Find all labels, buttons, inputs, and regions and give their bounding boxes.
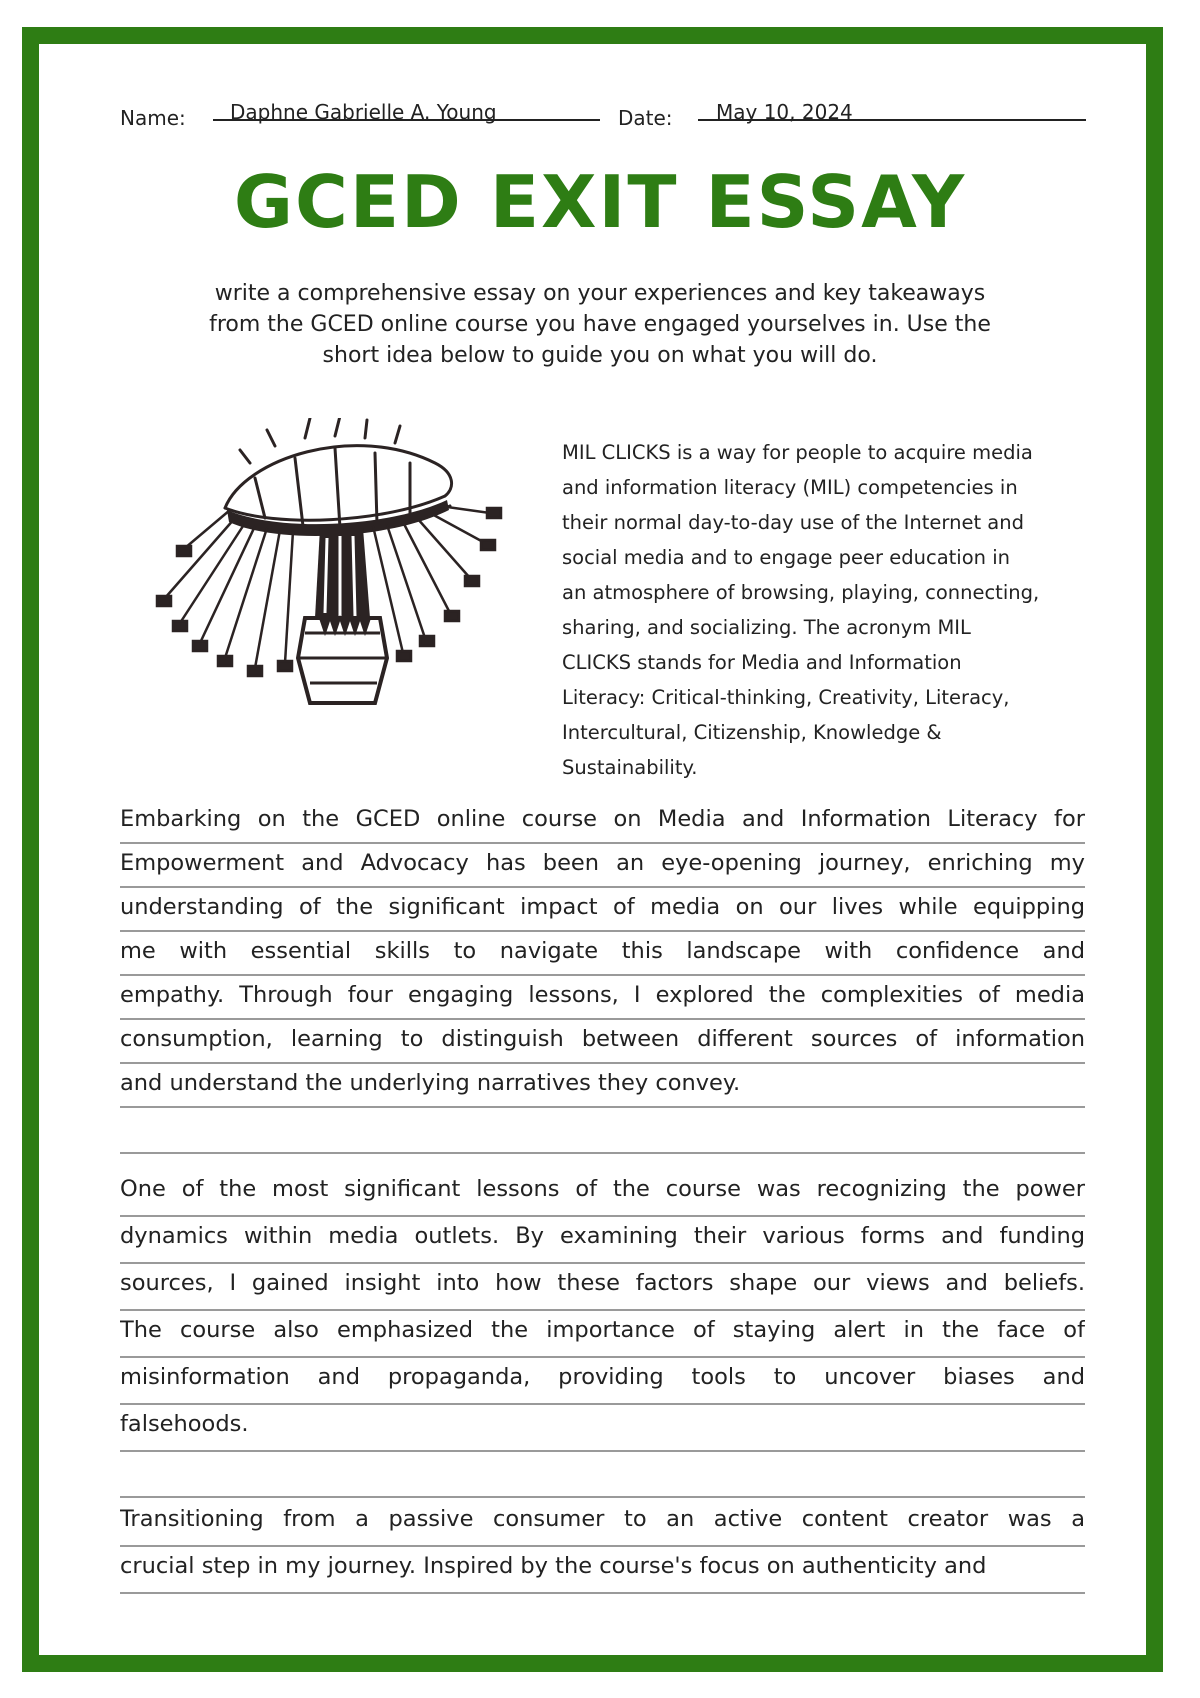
blank-ruled-line xyxy=(120,1452,1085,1498)
essay-line: understanding of the significant impact of media on our lives while equipping xyxy=(120,888,1085,932)
date-underline xyxy=(698,119,1086,121)
essay-line: Empowerment and Advocacy has been an eye-opening journey, enriching my xyxy=(120,844,1085,888)
essay-line: The course also emphasized the importance of staying alert in the face of xyxy=(120,1311,1085,1358)
essay-line: and understand the underlying narratives they convey. xyxy=(120,1064,1085,1108)
essay-line: empathy. Through four engaging lessons, I explored the complexities of media xyxy=(120,976,1085,1020)
blurb-line: and information literacy (MIL) competencies in xyxy=(562,476,1018,499)
name-label: Name: xyxy=(120,106,186,130)
blurb-line: sharing, and socializing. The acronym MIL xyxy=(562,616,971,639)
essay-line: One of the most significant lessons of the course was recognizing the power xyxy=(120,1170,1085,1217)
essay-line: me with essential skills to navigate this landscape with confidence and xyxy=(120,932,1085,976)
blurb-line: an atmosphere of browsing, playing, connecting, xyxy=(562,581,1040,604)
instructions-text: write a comprehensive essay on your experiences and key takeaways from the GCED online course you have engaged yourselves in. Use the short idea below to guide you on what you will do. xyxy=(209,281,991,368)
essay-line: dynamics within media outlets. By examining their various forms and funding xyxy=(120,1217,1085,1264)
blurb-line: Sustainability. xyxy=(562,756,698,779)
essay-line: falsehoods. xyxy=(120,1405,1085,1452)
essay-line: Embarking on the GCED online course on Media and Information Literacy for xyxy=(120,800,1085,844)
essay-line: sources, I gained insight into how these factors shape our views and beliefs. xyxy=(120,1264,1085,1311)
name-underline xyxy=(213,119,600,121)
blurb-line: Intercultural, Citizenship, Knowledge & xyxy=(562,721,942,744)
date-label: Date: xyxy=(618,106,673,130)
name-value: Daphne Gabrielle A. Young xyxy=(230,100,497,124)
swing-carousel-illustration xyxy=(155,418,535,718)
blurb-line: their normal day-to-day use of the Internet and xyxy=(562,511,1024,534)
date-value: May 10, 2024 xyxy=(716,100,853,124)
mil-clicks-description xyxy=(562,435,1092,785)
essay-line: Transitioning from a passive consumer to an active content creator was a xyxy=(120,1500,1085,1547)
page-title: GCED EXIT ESSAY xyxy=(233,160,967,244)
essay-paragraph-1 xyxy=(120,800,1085,1154)
essay-line: misinformation and propaganda, providing tools to uncover biases and xyxy=(120,1358,1085,1405)
blurb-line: Literacy: Critical-thinking, Creativity, Literacy, xyxy=(562,686,1010,709)
blurb-line: CLICKS stands for Media and Information xyxy=(562,651,962,674)
essay-line: consumption, learning to distinguish between different sources of information xyxy=(120,1020,1085,1064)
blank-ruled-line xyxy=(120,1108,1085,1154)
essay-line: crucial step in my journey. Inspired by the course's focus on authenticity and xyxy=(120,1547,1085,1594)
blurb-line: MIL CLICKS is a way for people to acquire media xyxy=(562,441,1033,464)
essay-paragraph-2 xyxy=(120,1170,1085,1498)
blurb-line: social media and to engage peer education in xyxy=(562,546,1010,569)
essay-paragraph-3 xyxy=(120,1500,1085,1594)
